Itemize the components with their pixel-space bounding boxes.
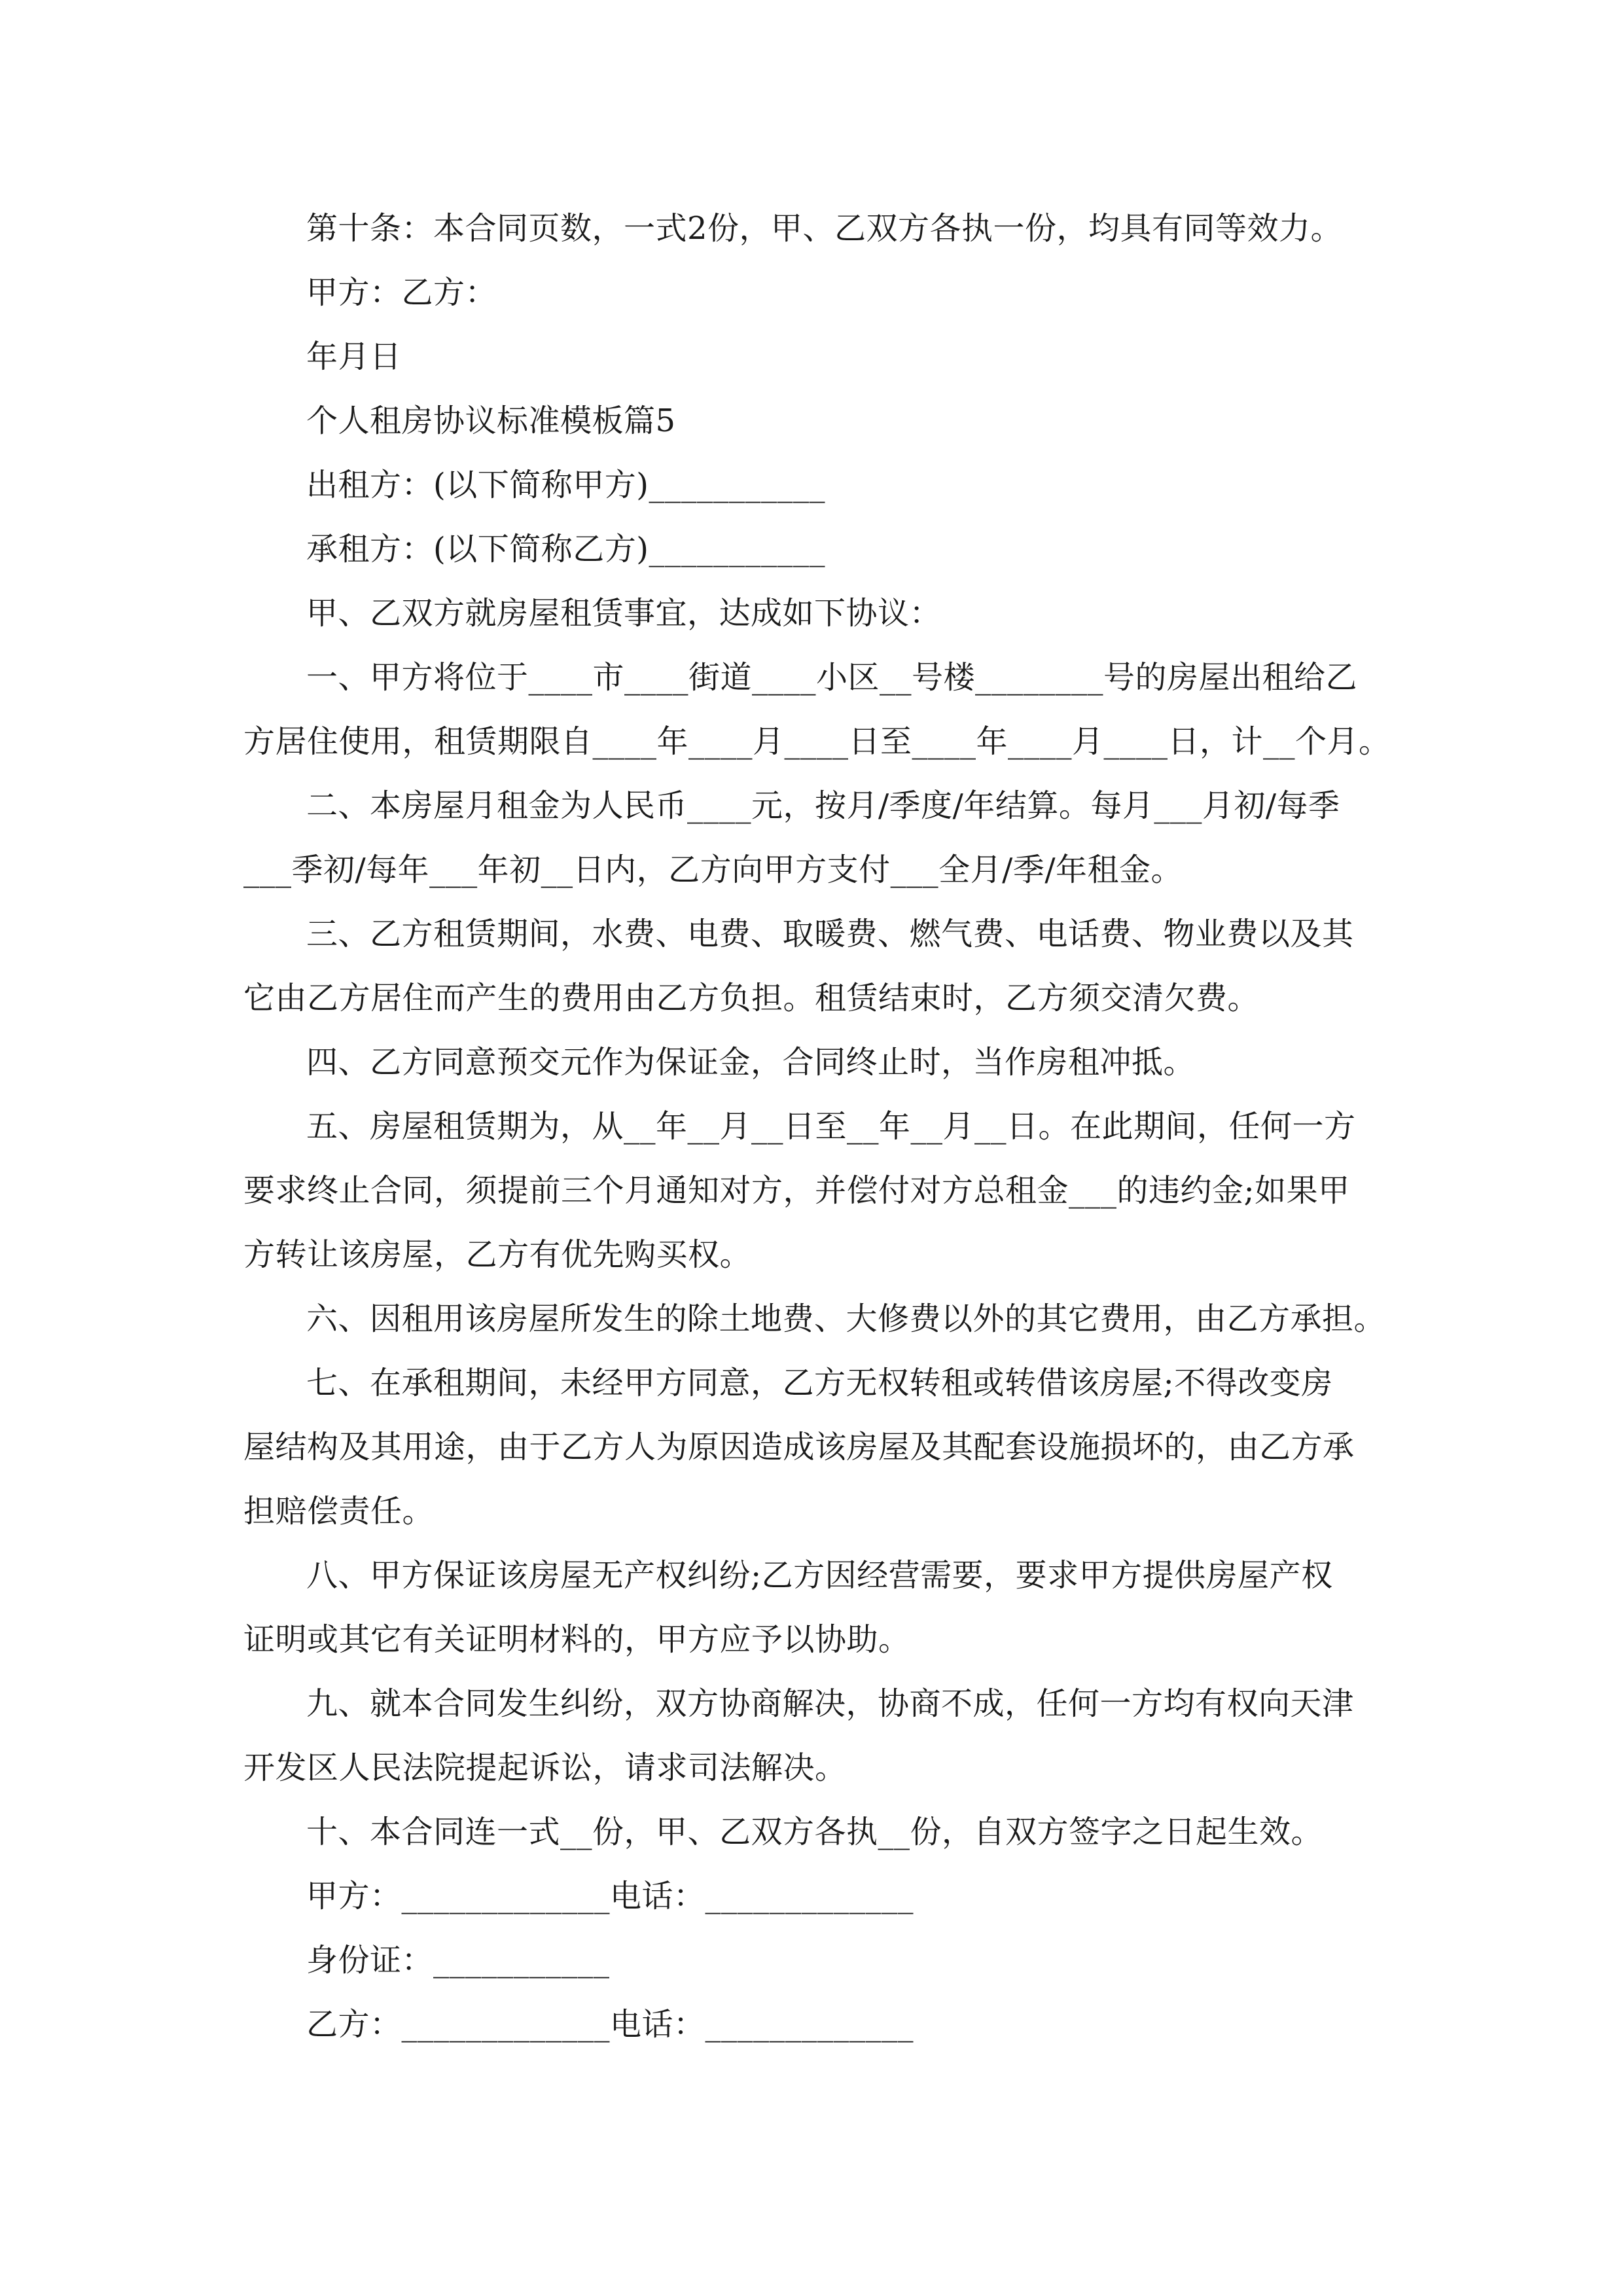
section-title: 个人租房协议标准模板篇5 [306, 403, 676, 439]
party-a-b-label: 甲方：乙方： [306, 274, 497, 311]
clause-7-line-3: 担赔偿责任。 [243, 1493, 435, 1530]
signature-party-a: 甲方：_____________电话：_____________ [306, 1878, 914, 1914]
clause-1-line-2: 方居住使用，租赁期限自____年____月____日至____年____月____日，计__个月。 [243, 723, 1391, 760]
clause-7-line-2: 屋结构及其用途，由于乙方人为原因造成该房屋及其配套设施损坏的，由乙方承 [243, 1429, 1355, 1465]
clause-6 [306, 1287, 1386, 1351]
clause-5-line-2: 要求终止合同，须提前三个月通知对方，并偿付对方总租金___的违约金;如果甲 [243, 1172, 1350, 1209]
agreement-intro: 甲、乙双方就房屋租赁事宜，达成如下协议： [306, 595, 942, 632]
lessor-field: 出租方：(以下简称甲方)___________ [306, 467, 825, 503]
clause-1 [243, 645, 1391, 774]
clause-3-line-2: 它由乙方居住而产生的费用由乙方负担。租赁结束时，乙方须交清欠费。 [243, 980, 1260, 1016]
article-ten-text: 第十条：本合同页数，一式2份，甲、乙双方各执一份，均具有同等效力。 [306, 210, 1343, 247]
clause-7 [243, 1351, 1380, 1543]
clause-10-line-1: 十、本合同连一式__份，甲、乙双方各执__份，自双方签字之日起生效。 [306, 1814, 1323, 1850]
clause-5-line-1: 五、房屋租赁期为，从__年__月__日至__年__月__日。在此期间，任何一方 [306, 1108, 1356, 1145]
clause-10 [306, 1800, 1380, 1864]
clause-6-line-1: 六、因租用该房屋所发生的除土地费、大修费以外的其它费用，由乙方承担。 [306, 1300, 1386, 1337]
signature-party-b: 乙方：_____________电话：_____________ [306, 2006, 914, 2043]
clause-8 [243, 1543, 1380, 1672]
clause-2-line-1: 二、本房屋月租金为人民币____元，按月/季度/年结算。每月___月初/每季 [306, 787, 1340, 824]
clause-4 [306, 1030, 1380, 1094]
clause-4-line-1: 四、乙方同意预交元作为保证金，合同终止时，当作房租冲抵。 [306, 1044, 1196, 1081]
clause-9 [243, 1672, 1380, 1800]
lessee-field: 承租方：(以下简称乙方)___________ [306, 531, 825, 567]
clause-9-line-1: 九、就本合同发生纠纷，双方协商解决，协商不成，任何一方均有权向天津 [306, 1685, 1354, 1722]
signature-id-card: 身份证：___________ [306, 1942, 610, 1979]
date-label: 年月日 [306, 338, 402, 375]
clause-8-line-2: 证明或其它有关证明材料的，甲方应予以协助。 [243, 1621, 910, 1658]
clause-3-line-1: 三、乙方租赁期间，水费、电费、取暖费、燃气费、电话费、物业费以及其 [306, 916, 1354, 952]
clause-8-line-1: 八、甲方保证该房屋无产权纠纷;乙方因经营需要，要求甲方提供房屋产权 [306, 1557, 1333, 1594]
clause-7-line-1: 七、在承租期间，未经甲方同意，乙方无权转租或转借该房屋;不得改变房 [306, 1365, 1333, 1401]
clause-2 [243, 774, 1380, 902]
clause-3 [243, 902, 1380, 1030]
clause-2-line-2: ___季初/每年___年初__日内，乙方向甲方支付___全月/季/年租金。 [243, 852, 1183, 888]
clause-9-line-2: 开发区人民法院提起诉讼，请求司法解决。 [243, 1749, 847, 1786]
clause-5 [243, 1094, 1380, 1287]
clause-5-line-3: 方转让该房屋，乙方有优先购买权。 [243, 1236, 752, 1273]
clause-1-line-1: 一、甲方将位于____市____街道____小区__号楼________号的房屋出租给乙 [306, 659, 1358, 696]
